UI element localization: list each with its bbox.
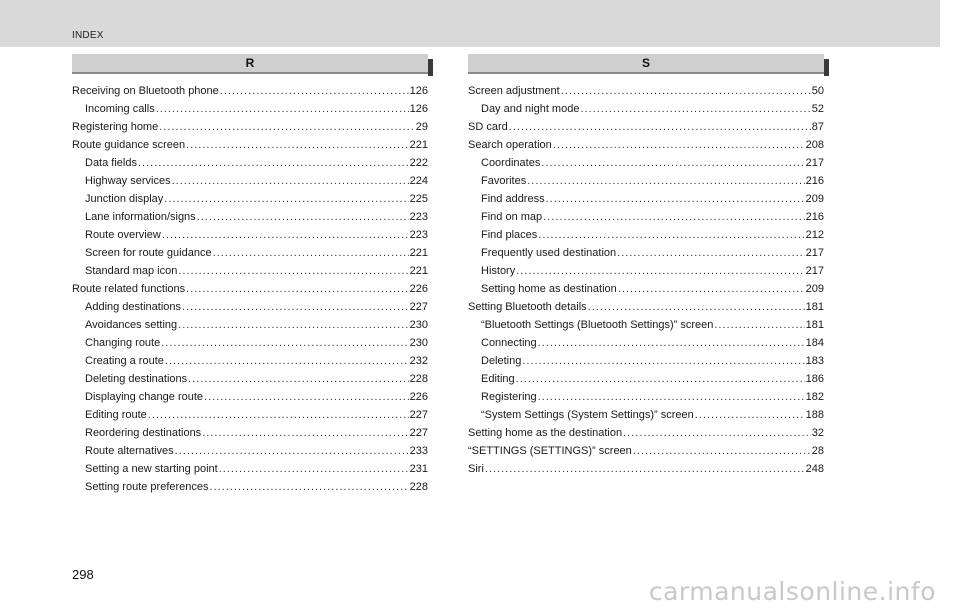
dot-leader — [197, 208, 409, 226]
index-entry-page: 87 — [811, 121, 824, 133]
index-entry-page: 209 — [805, 193, 824, 205]
index-entry — [72, 244, 428, 262]
dot-leader — [182, 298, 409, 316]
index-entry-page: 52 — [811, 103, 824, 115]
dot-leader — [538, 388, 805, 406]
index-entry-text: SD card — [468, 121, 508, 133]
index-entry — [72, 388, 428, 406]
index-entry-text: Screen adjustment — [468, 85, 560, 97]
dot-leader — [714, 316, 804, 334]
index-entry — [72, 136, 428, 154]
index-entry — [72, 262, 428, 280]
index-entry-text: Find address — [481, 193, 545, 205]
index-entry-text: Setting home as destination — [481, 283, 617, 295]
index-entry — [72, 280, 428, 298]
index-entry-text: Day and night mode — [481, 103, 580, 115]
index-entry — [72, 370, 428, 388]
index-entry-page: 231 — [409, 463, 428, 475]
index-entry-page: 50 — [811, 85, 824, 97]
index-entry-text: Favorites — [481, 175, 527, 187]
index-entry-text: Avoidances setting — [85, 319, 178, 331]
dot-leader — [220, 82, 409, 100]
index-entry-page: 188 — [805, 409, 824, 421]
index-entry — [72, 424, 428, 442]
index-entry-page: 181 — [805, 319, 824, 331]
dot-leader — [527, 172, 804, 190]
dot-leader — [188, 370, 409, 388]
index-entry-page: 216 — [805, 175, 824, 187]
index-entry — [468, 172, 824, 190]
index-entry — [468, 82, 824, 100]
dot-leader — [538, 334, 805, 352]
index-entry — [468, 190, 824, 208]
page-header-title: INDEX — [72, 30, 104, 41]
index-entry-page: 230 — [409, 319, 428, 331]
index-entry-page: 208 — [805, 139, 824, 151]
index-entry-page: 221 — [409, 247, 428, 259]
index-entry — [72, 208, 428, 226]
index-entry-page: 186 — [805, 373, 824, 385]
index-entry-text: Route related functions — [72, 283, 186, 295]
index-entry-page: 184 — [805, 337, 824, 349]
index-entry-page: 126 — [409, 85, 428, 97]
dot-leader — [633, 442, 811, 460]
index-entry-text: Setting Bluetooth details — [468, 301, 587, 313]
dot-leader — [516, 262, 804, 280]
index-entry-page: 181 — [805, 301, 824, 313]
index-entry-page: 221 — [409, 265, 428, 277]
index-entry-text: “Bluetooth Settings (Bluetooth Settings)” screen — [481, 319, 714, 331]
index-entry-page: 126 — [409, 103, 428, 115]
dot-leader — [178, 316, 409, 334]
dot-leader — [159, 118, 415, 136]
index-entry — [468, 226, 824, 244]
dot-leader — [617, 244, 804, 262]
header-band — [0, 0, 940, 47]
index-entry-text: Junction display — [85, 193, 164, 205]
index-entry-page: 28 — [811, 445, 824, 457]
index-entry-text: Deleting destinations — [85, 373, 188, 385]
index-entry — [468, 208, 824, 226]
index-entry — [72, 298, 428, 316]
index-entry-text: Receiving on Bluetooth phone — [72, 85, 219, 97]
index-entry-page: 217 — [805, 157, 824, 169]
index-entry-text: Changing route — [85, 337, 161, 349]
index-entry-text: Deleting — [481, 355, 522, 367]
index-entry-text: Route guidance screen — [72, 139, 186, 151]
page-number: 298 — [72, 567, 94, 582]
index-entry-text: Find places — [481, 229, 538, 241]
dot-leader — [695, 406, 805, 424]
index-entry-text: Displaying change route — [85, 391, 204, 403]
dot-leader — [161, 334, 408, 352]
index-entry-text: Route alternatives — [85, 445, 174, 457]
index-entry — [468, 316, 824, 334]
index-entry-text: Frequently used destination — [481, 247, 617, 259]
index-entry — [468, 352, 824, 370]
index-entry-text: Setting home as the destination — [468, 427, 623, 439]
index-entry-page: 221 — [409, 139, 428, 151]
dot-leader — [541, 154, 804, 172]
index-entry — [468, 100, 824, 118]
dot-leader — [175, 442, 409, 460]
index-entry-page: 225 — [409, 193, 428, 205]
index-entry — [72, 334, 428, 352]
index-entry — [468, 136, 824, 154]
index-entry — [72, 100, 428, 118]
index-entry-page: 233 — [409, 445, 428, 457]
dot-leader — [148, 406, 409, 424]
index-entry-page: 228 — [409, 481, 428, 493]
index-entry-page: 228 — [409, 373, 428, 385]
index-entry-text: Setting route preferences — [85, 481, 209, 493]
index-entry-page: 222 — [409, 157, 428, 169]
index-entry — [72, 226, 428, 244]
index-entry-page: 182 — [805, 391, 824, 403]
index-entry — [468, 280, 824, 298]
index-entry-page: 29 — [415, 121, 428, 133]
index-entry-page: 209 — [805, 283, 824, 295]
dot-leader — [138, 154, 409, 172]
index-entry-page: 217 — [805, 265, 824, 277]
index-column-s — [468, 82, 824, 478]
index-entry-text: Connecting — [481, 337, 537, 349]
index-entry-page: 217 — [805, 247, 824, 259]
dot-leader — [553, 136, 805, 154]
section-header-s — [468, 54, 824, 74]
index-entry-page: 212 — [805, 229, 824, 241]
index-entry — [468, 460, 824, 478]
index-entry-page: 223 — [409, 229, 428, 241]
index-entry — [468, 442, 824, 460]
index-entry-page: 227 — [409, 301, 428, 313]
index-entry-text: Screen for route guidance — [85, 247, 212, 259]
index-entry-page: 227 — [409, 409, 428, 421]
index-entry — [72, 406, 428, 424]
index-entry — [72, 316, 428, 334]
index-entry-page: 227 — [409, 427, 428, 439]
index-entry-page: 223 — [409, 211, 428, 223]
index-column-r — [72, 82, 428, 496]
index-entry-text: Coordinates — [481, 157, 541, 169]
index-entry-page: 232 — [409, 355, 428, 367]
dot-leader — [172, 172, 409, 190]
dot-leader — [522, 352, 804, 370]
index-entry — [468, 154, 824, 172]
index-entry-text: Data fields — [85, 157, 137, 169]
dot-leader — [156, 100, 409, 118]
index-entry-text: Registering — [481, 391, 537, 403]
index-entry — [72, 154, 428, 172]
index-entry — [72, 82, 428, 100]
dot-leader — [186, 136, 409, 154]
index-entry — [468, 298, 824, 316]
dot-leader — [219, 460, 409, 478]
index-entry — [72, 478, 428, 496]
index-entry-text: Reordering destinations — [85, 427, 202, 439]
index-entry — [468, 334, 824, 352]
dot-leader — [623, 424, 811, 442]
index-entry-page: 224 — [409, 175, 428, 187]
index-entry-text: Editing route — [85, 409, 147, 421]
index-entry — [72, 190, 428, 208]
section-letter-r: R — [245, 56, 255, 70]
index-entry-text: Search operation — [468, 139, 552, 151]
index-entry-text: “SETTINGS (SETTINGS)” screen — [468, 445, 632, 457]
index-entry — [468, 388, 824, 406]
index-entry — [468, 370, 824, 388]
index-entry-text: Editing — [481, 373, 515, 385]
index-entry-text: “System Settings (System Settings)” screen — [481, 409, 694, 421]
index-entry-text: Adding destinations — [85, 301, 182, 313]
dot-leader — [561, 82, 811, 100]
index-entry — [468, 244, 824, 262]
index-entry — [72, 442, 428, 460]
index-entry-text: Standard map icon — [85, 265, 178, 277]
index-entry-text: Setting a new starting point — [85, 463, 218, 475]
index-entry-text: Highway services — [85, 175, 171, 187]
dot-leader — [164, 190, 408, 208]
index-entry-text: Lane information/signs — [85, 211, 196, 223]
dot-leader — [516, 370, 805, 388]
dot-leader — [618, 280, 805, 298]
dot-leader — [485, 460, 805, 478]
index-entry — [468, 406, 824, 424]
dot-leader — [178, 262, 408, 280]
index-entry — [468, 262, 824, 280]
index-entry-page: 32 — [811, 427, 824, 439]
section-header-r — [72, 54, 428, 74]
index-entry — [72, 460, 428, 478]
index-entry-page: 226 — [409, 283, 428, 295]
index-entry-text: Route overview — [85, 229, 161, 241]
dot-leader — [202, 424, 408, 442]
dot-leader — [588, 298, 805, 316]
dot-leader — [543, 208, 804, 226]
index-entry-text: History — [481, 265, 516, 277]
index-entry-page: 226 — [409, 391, 428, 403]
index-entry-text: Registering home — [72, 121, 159, 133]
index-entry — [468, 118, 824, 136]
index-entry-text: Incoming calls — [85, 103, 155, 115]
dot-leader — [204, 388, 409, 406]
dot-leader — [538, 226, 804, 244]
dot-leader — [186, 280, 409, 298]
dot-leader — [210, 478, 409, 496]
index-entry — [72, 172, 428, 190]
index-entry-text: Creating a route — [85, 355, 164, 367]
index-entry — [468, 424, 824, 442]
index-entry-page: 230 — [409, 337, 428, 349]
index-entry — [72, 352, 428, 370]
index-entry-page: 248 — [805, 463, 824, 475]
index-entry-text: Find on map — [481, 211, 543, 223]
site-watermark: carmanualsonline.info — [648, 577, 936, 606]
dot-leader — [213, 244, 409, 262]
dot-leader — [165, 352, 409, 370]
dot-leader — [580, 100, 810, 118]
dot-leader — [509, 118, 811, 136]
index-entry — [72, 118, 428, 136]
index-entry-text: Siri — [468, 463, 484, 475]
dot-leader — [162, 226, 409, 244]
dot-leader — [546, 190, 805, 208]
index-entry-page: 216 — [805, 211, 824, 223]
section-letter-s: S — [641, 56, 650, 70]
index-entry-page: 183 — [805, 355, 824, 367]
